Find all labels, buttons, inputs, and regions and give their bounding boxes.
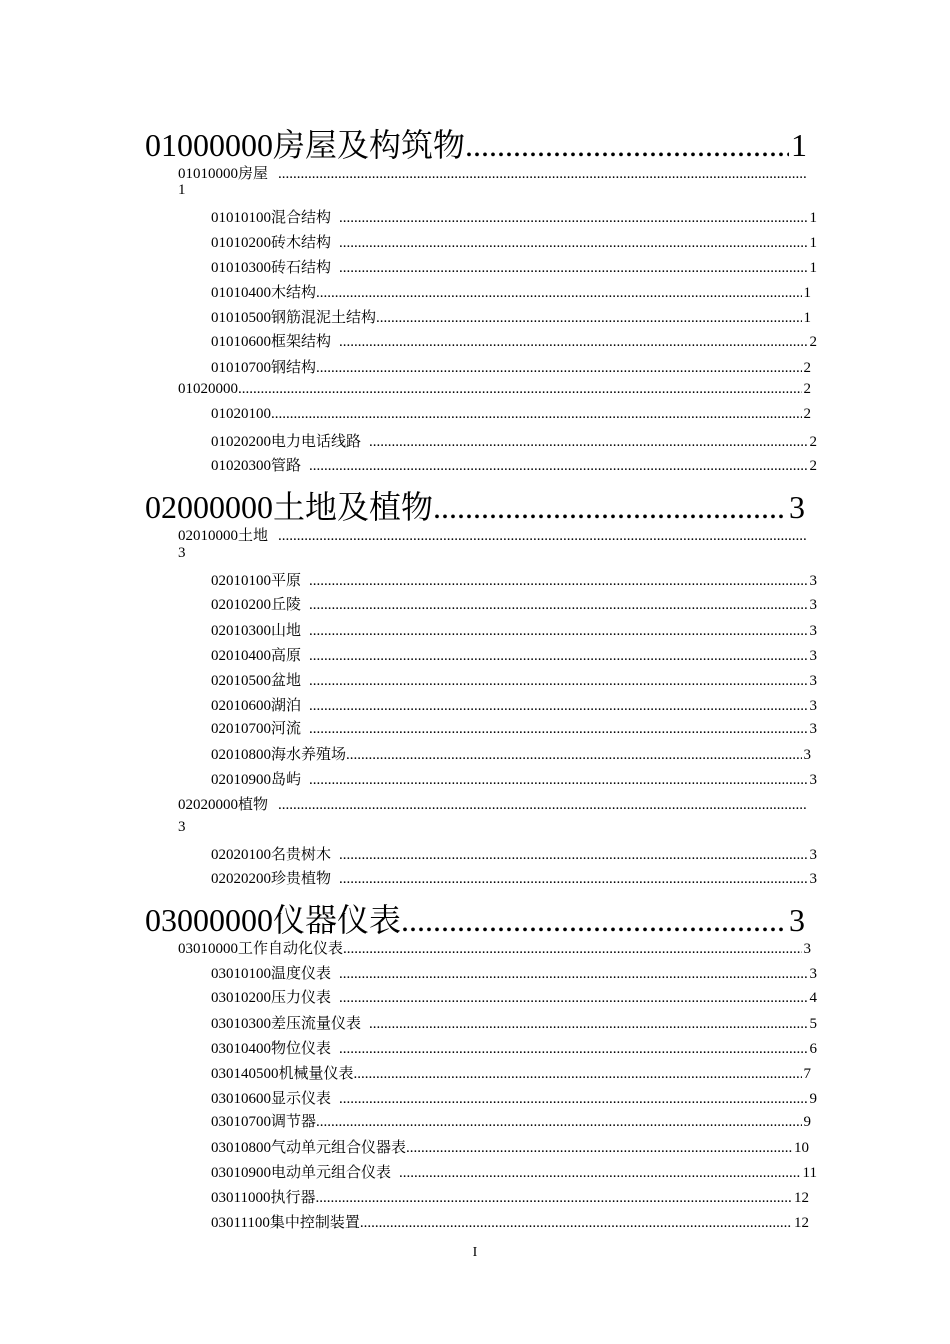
toc-title: 显示仪表: [271, 1091, 332, 1107]
dot-leader: [346, 747, 801, 764]
toc-code: 02010200: [211, 597, 271, 613]
toc-code: 02010700: [211, 721, 271, 737]
toc-code: 03010200: [211, 990, 271, 1006]
dot-leader: [360, 1215, 792, 1232]
toc-title: 山地: [271, 623, 302, 639]
toc-title: 河流: [271, 721, 302, 737]
toc-title: 物位仪表: [271, 1041, 332, 1057]
toc-page-number: 1: [809, 235, 817, 251]
dot-leader: [309, 698, 807, 715]
toc-page-number: 3: [809, 648, 817, 664]
toc-code: 01020000: [178, 381, 238, 397]
dot-leader: [369, 434, 807, 451]
toc-section-1[interactable]: [145, 120, 807, 163]
toc-code: 03010100: [211, 966, 271, 982]
toc-group-01010000[interactable]: [178, 162, 806, 184]
toc-title: 植物: [238, 797, 269, 813]
toc-code: 02010600: [211, 698, 271, 714]
toc-page-number: 11: [802, 1165, 817, 1181]
toc-page-number: 3: [809, 847, 817, 863]
toc-page-number: 1: [803, 310, 811, 326]
toc-item[interactable]: [211, 1062, 811, 1084]
toc-code: 01010300: [211, 260, 271, 276]
toc-title: 平原: [271, 573, 302, 589]
toc-page-number: 12: [794, 1215, 809, 1231]
toc-title: 集中控制装置: [269, 1215, 360, 1231]
toc-code: 02010900: [211, 772, 271, 788]
toc-code: 02010500: [211, 673, 271, 689]
toc-code: 02010400: [211, 648, 271, 664]
toc-page-number: 2: [809, 434, 817, 450]
toc-title: 电力电话线路: [271, 434, 362, 450]
toc-item[interactable]: [211, 406, 811, 428]
toc-title: 珍贵植物: [271, 871, 332, 887]
toc-item[interactable]: [211, 1211, 809, 1233]
dot-leader: [376, 310, 801, 327]
toc-code: 02020200: [211, 871, 271, 887]
toc-item[interactable]: [211, 986, 817, 1008]
toc-title: 海水养殖场: [271, 747, 347, 763]
toc-page-number: 2: [809, 334, 817, 350]
toc-page-number: 3: [809, 573, 817, 589]
toc-page-number: 3: [789, 489, 805, 525]
dot-leader: [315, 1190, 792, 1207]
dot-leader: [278, 797, 806, 814]
toc-page-number: 7: [803, 1066, 811, 1082]
toc-page-number: 3: [809, 623, 817, 639]
toc-code: 03010400: [211, 1041, 271, 1057]
toc-title: 电动单元组合仪表: [271, 1165, 392, 1181]
dot-leader: [278, 528, 806, 545]
toc-page-number: 3: [803, 941, 811, 957]
toc-group-02020000[interactable]: [178, 793, 806, 815]
toc-page-number: 3: [809, 966, 817, 982]
dot-leader: [309, 623, 807, 640]
dot-leader: [339, 966, 807, 983]
dot-leader: [339, 1091, 807, 1108]
toc-page-number: 3: [178, 545, 186, 561]
toc-code: 03010600: [211, 1091, 271, 1107]
toc-page-number: 1: [809, 210, 817, 226]
dot-leader: [433, 489, 787, 526]
dot-leader: [406, 1140, 792, 1157]
toc-code: 03011000: [211, 1190, 271, 1206]
toc-title: 土地: [238, 528, 269, 544]
toc-title: 钢结构: [271, 360, 317, 376]
toc-page-number: 3: [789, 902, 805, 938]
toc-code: 03010000: [178, 941, 238, 957]
toc-item[interactable]: [211, 1136, 809, 1158]
dot-leader: [309, 721, 807, 738]
toc-page-number: 4: [809, 990, 817, 1006]
toc-group-02010000[interactable]: [178, 524, 806, 546]
toc-title: 仪器仪表: [273, 902, 402, 938]
toc-code: 03011100: [211, 1215, 270, 1231]
toc-title: 差压流量仪表: [271, 1016, 362, 1032]
dot-leader: [339, 260, 807, 277]
dot-leader: [339, 334, 807, 351]
toc-item[interactable]: [211, 1110, 811, 1132]
toc-title: 管路: [271, 458, 302, 474]
toc-page-number: 12: [794, 1190, 809, 1206]
toc-item[interactable]: [211, 1186, 809, 1208]
dot-leader: [309, 648, 807, 665]
toc-code: 03010800: [211, 1140, 271, 1156]
toc-title: 湖泊: [271, 698, 302, 714]
toc-item[interactable]: [211, 1087, 817, 1109]
toc-page-number: 2: [803, 360, 811, 376]
toc-title: 框架结构: [271, 334, 332, 350]
dot-leader: [339, 871, 807, 888]
dot-leader: [309, 673, 807, 690]
toc-page-number: 1: [803, 285, 811, 301]
toc-title: 钢筋混泥土结构: [271, 310, 377, 326]
toc-code: 01020200: [211, 434, 271, 450]
toc-page-number: 1: [809, 260, 817, 276]
toc-code: 01020300: [211, 458, 271, 474]
dot-leader: [316, 360, 801, 377]
toc-item[interactable]: [211, 669, 817, 691]
dot-leader: [309, 597, 807, 614]
toc-title: 混合结构: [271, 210, 332, 226]
toc-title: 机械量仪表: [278, 1066, 354, 1082]
toc-section-2[interactable]: [145, 482, 805, 525]
dot-leader: [343, 941, 801, 958]
toc-code: 02020100: [211, 847, 271, 863]
toc-group-03010000[interactable]: [178, 937, 811, 959]
dot-leader: [339, 210, 807, 227]
toc-code: 02010300: [211, 623, 271, 639]
toc-item[interactable]: [211, 619, 817, 641]
toc-title: 丘陵: [271, 597, 302, 613]
toc-page-number: 3: [809, 597, 817, 613]
toc-item[interactable]: [211, 593, 817, 615]
toc-item[interactable]: [211, 768, 817, 790]
toc-title: 土地及植物: [273, 489, 434, 525]
toc-page-number: 5: [809, 1016, 817, 1032]
dot-leader: [339, 847, 807, 864]
toc-code: 01010000: [178, 166, 238, 182]
dot-leader: [399, 1165, 801, 1182]
toc-item[interactable]: [211, 867, 817, 889]
toc-page-number: 3: [809, 673, 817, 689]
toc-title: 砖木结构: [271, 235, 332, 251]
dot-leader: [309, 573, 807, 590]
toc-code: 02010100: [211, 573, 271, 589]
toc-code: 02020000: [178, 797, 238, 813]
toc-item[interactable]: [211, 256, 817, 278]
toc-page-number: 3: [178, 819, 186, 835]
toc-page-number: 2: [803, 406, 811, 422]
toc-item[interactable]: [211, 717, 817, 739]
toc-code: 03010700: [211, 1114, 271, 1130]
dot-leader: [238, 381, 802, 398]
toc-page-number: 6: [809, 1041, 817, 1057]
dot-leader: [401, 902, 787, 939]
toc-code: 03010300: [211, 1016, 271, 1032]
toc-title: 岛屿: [271, 772, 302, 788]
toc-item[interactable]: [211, 430, 817, 452]
toc-page-number: 9: [809, 1091, 817, 1107]
toc-item[interactable]: [211, 281, 811, 303]
dot-leader: [316, 285, 801, 302]
toc-item[interactable]: [211, 962, 817, 984]
toc-item[interactable]: [211, 694, 817, 716]
toc-title: 执行器: [270, 1190, 316, 1206]
toc-item[interactable]: [211, 743, 811, 765]
toc-title: 木结构: [271, 285, 317, 301]
dot-leader: [271, 406, 802, 423]
toc-item[interactable]: [211, 1037, 817, 1059]
toc-item[interactable]: [211, 569, 817, 591]
toc-code: 02010000: [178, 528, 238, 544]
toc-title: 高原: [271, 648, 302, 664]
dot-leader: [354, 1066, 802, 1083]
toc-code: 01000000: [145, 127, 273, 163]
toc-page-number: 10: [794, 1140, 809, 1156]
toc-title: 气动单元组合仪器表: [271, 1140, 407, 1156]
toc-title: 工作自动化仪表: [238, 941, 344, 957]
toc-code: 01010200: [211, 235, 271, 251]
dot-leader: [278, 166, 806, 183]
toc-code: 030140500: [211, 1066, 279, 1082]
toc-code: 03010900: [211, 1165, 271, 1181]
dot-leader: [316, 1114, 801, 1131]
toc-item[interactable]: [211, 843, 817, 865]
toc-page-number: 3: [809, 698, 817, 714]
toc-code: 01010500: [211, 310, 271, 326]
dot-leader: [465, 127, 789, 164]
toc-title: 盆地: [271, 673, 302, 689]
dot-leader: [339, 235, 807, 252]
toc-title: 房屋: [238, 166, 269, 182]
page-footer-number: I: [472, 1245, 478, 1260]
toc-item[interactable]: [211, 356, 811, 378]
toc-item[interactable]: [211, 644, 817, 666]
toc-code: 03000000: [145, 902, 273, 938]
toc-item[interactable]: [211, 330, 817, 352]
dot-leader: [369, 1016, 807, 1033]
toc-title: 调节器: [271, 1114, 317, 1130]
toc-item[interactable]: [211, 454, 817, 476]
dot-leader: [309, 458, 807, 475]
toc-page-number: 3: [809, 772, 817, 788]
toc-page-number: 3: [809, 871, 817, 887]
toc-page-number: 3: [803, 747, 811, 763]
toc-title: 房屋及构筑物: [273, 127, 466, 163]
toc-title: 砖石结构: [271, 260, 332, 276]
toc-page-number: 1: [178, 182, 186, 198]
toc-item[interactable]: [211, 306, 811, 328]
toc-code: 01010600: [211, 334, 271, 350]
toc-code: 01020100: [211, 406, 271, 422]
toc-code: 01010700: [211, 360, 271, 376]
toc-page-number: 2: [809, 458, 817, 474]
toc-code: 02010800: [211, 747, 271, 763]
toc-code: 02000000: [145, 489, 273, 525]
toc-group-01020000[interactable]: [178, 381, 811, 403]
toc-section-3[interactable]: [145, 895, 805, 938]
toc-title: 名贵树木: [271, 847, 332, 863]
toc-page-number: 9: [803, 1114, 811, 1130]
toc-item[interactable]: [211, 231, 817, 253]
toc-title: 温度仪表: [271, 966, 332, 982]
toc-code: 01010100: [211, 210, 271, 226]
toc-page-number: 2: [803, 381, 811, 397]
toc-page-number: 3: [809, 721, 817, 737]
toc-page-number: 1: [791, 127, 807, 163]
dot-leader: [339, 990, 807, 1007]
dot-leader: [309, 772, 807, 789]
toc-item[interactable]: [211, 1012, 817, 1034]
toc-item[interactable]: [211, 1161, 817, 1183]
dot-leader: [339, 1041, 807, 1058]
toc-item[interactable]: [211, 206, 817, 228]
toc-title: 压力仪表: [271, 990, 332, 1006]
toc-code: 01010400: [211, 285, 271, 301]
